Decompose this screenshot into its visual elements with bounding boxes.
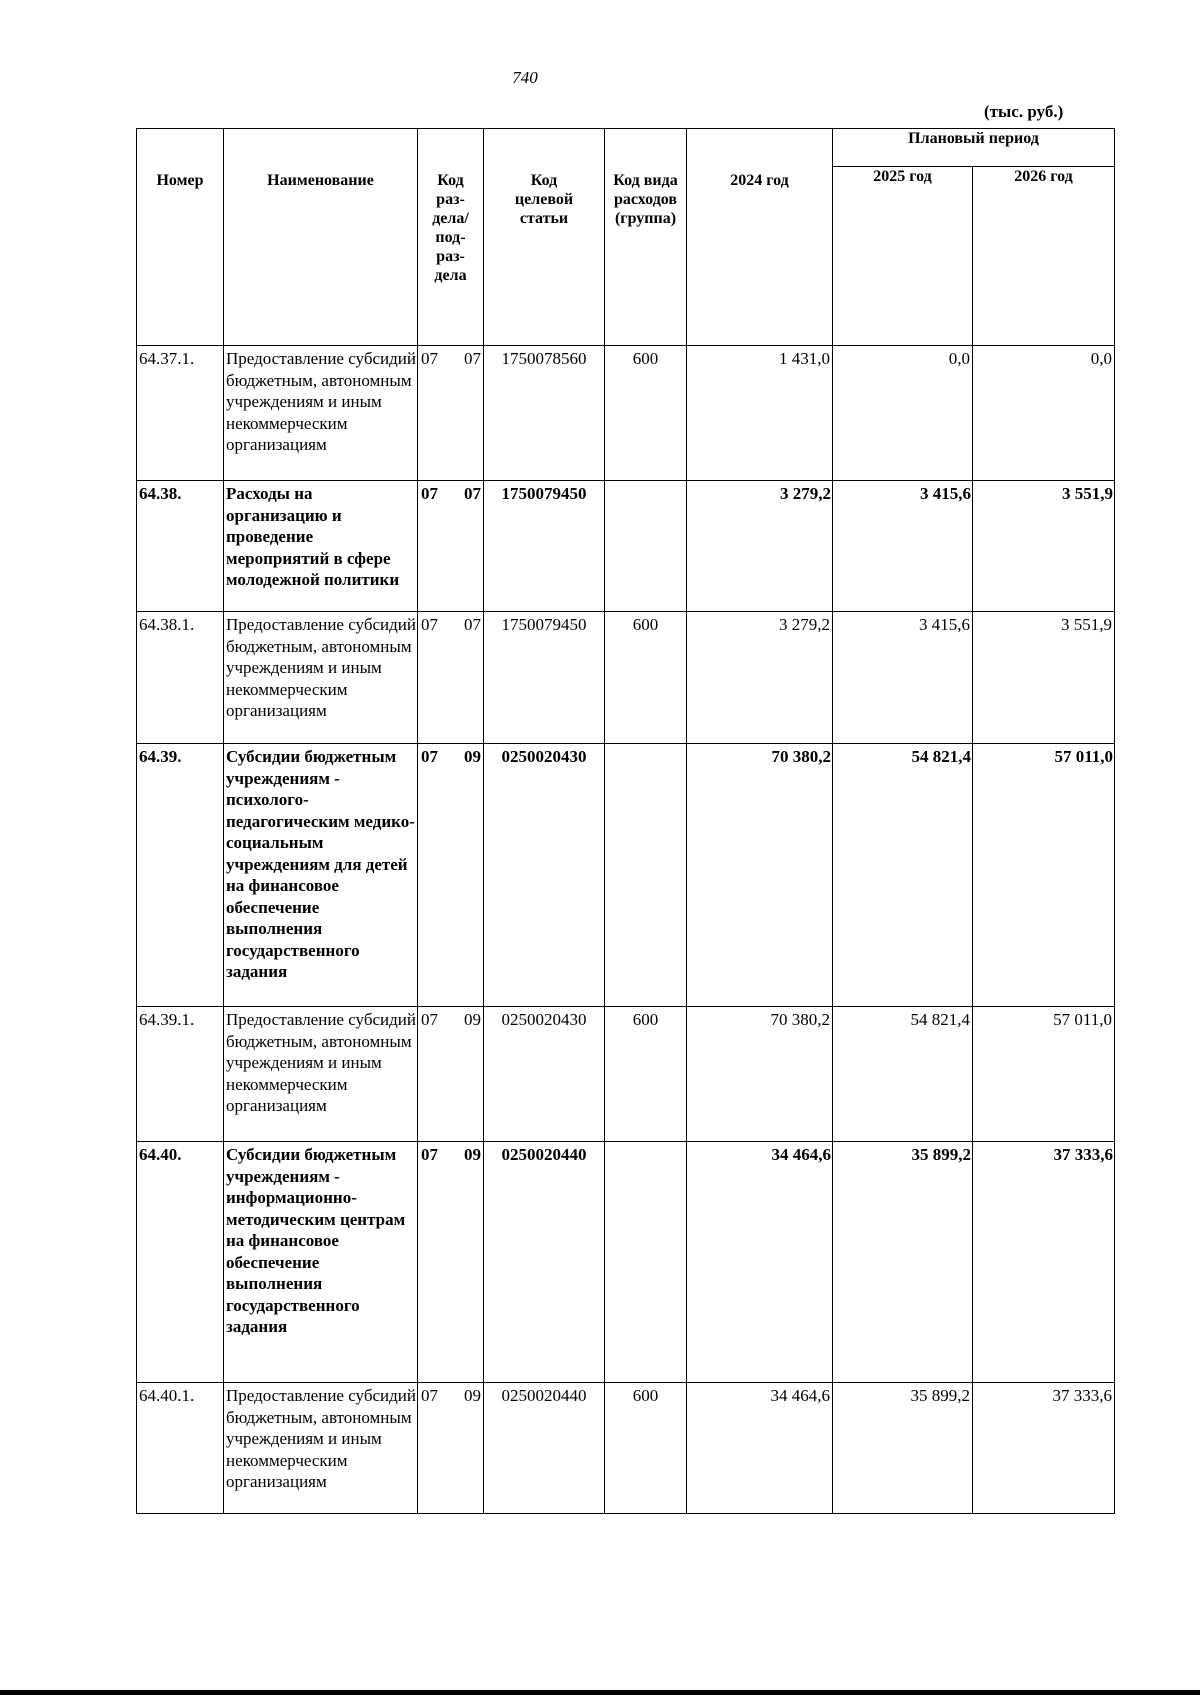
row-section-code [418,1142,484,1383]
row-2025: 35 899,2 [833,1142,973,1383]
row-2025: 3 415,6 [833,612,973,744]
row-rz: 07 [421,615,438,634]
row-name: Расходы на организацию и проведение мероприятий в сфере молодежной политики [224,481,418,612]
page-bottom-border [0,1690,1200,1695]
row-name: Предоставление субсидий бюджетным, автономным учреждениям и иным некоммерческим организациям [224,1007,418,1142]
row-target-code: 0250020430 [484,744,605,1007]
row-2026: 0,0 [973,346,1115,481]
table-row [137,612,1115,744]
row-section-code [418,744,484,1007]
row-number: 64.40. [137,1142,224,1383]
header-section-text: Код раз-дела/ под-раз-дела [432,172,469,284]
row-section-code [418,1383,484,1514]
row-section-code [418,1007,484,1142]
header-planned-period: Плановый период [833,129,1115,167]
row-2024: 3 279,2 [687,481,833,612]
row-target-code: 0250020440 [484,1383,605,1514]
row-expense-type: 600 [605,612,687,744]
row-name: Предоставление субсидий бюджетным, автономным учреждениям и иным некоммерческим организациям [224,612,418,744]
row-pr: 07 [464,484,481,503]
row-pr: 09 [464,1386,481,1405]
row-2026: 57 011,0 [973,744,1115,1007]
row-expense-type [605,1142,687,1383]
row-target-code: 1750079450 [484,481,605,612]
budget-table [136,128,1115,1514]
row-pr: 09 [464,1145,481,1164]
row-2026: 3 551,9 [973,612,1115,744]
row-number: 64.37.1. [137,346,224,481]
row-expense-type: 600 [605,1383,687,1514]
row-2024: 34 464,6 [687,1383,833,1514]
header-expense-type: Код вида расходов (группа) [605,129,687,346]
row-name: Субсидии бюджетным учреждениям - информационно-методическим центрам на финансовое обеспечение выполнения государственного задания [224,1142,418,1383]
row-target-code: 0250020430 [484,1007,605,1142]
row-expense-type: 600 [605,1007,687,1142]
header-2025: 2025 год [833,167,973,346]
table-row [137,481,1115,612]
row-number: 64.38.1. [137,612,224,744]
row-2026: 37 333,6 [973,1383,1115,1514]
units-label: (тыс. руб.) [984,102,1064,121]
row-pr: 07 [464,615,481,634]
row-section-code [418,346,484,481]
row-rz: 07 [421,349,438,368]
header-target-text: Код целевой статьи [514,172,574,227]
table-row [137,1142,1115,1383]
row-target-code: 1750079450 [484,612,605,744]
header-2024: 2024 год [687,129,833,346]
row-2026: 3 551,9 [973,481,1115,612]
table-row [137,346,1115,481]
row-rz: 07 [421,747,438,766]
row-2025: 3 415,6 [833,481,973,612]
row-2024: 3 279,2 [687,612,833,744]
row-number: 64.40.1. [137,1383,224,1514]
header-section [418,129,484,346]
row-pr: 09 [464,747,481,766]
table-row [137,1383,1115,1514]
row-number: 64.39. [137,744,224,1007]
row-2025: 54 821,4 [833,744,973,1007]
header-name: Наименование [224,129,418,346]
row-name: Предоставление субсидий бюджетным, автономным учреждениям и иным некоммерческим организациям [224,346,418,481]
row-section-code [418,481,484,612]
row-2025: 54 821,4 [833,1007,973,1142]
header-target [484,129,605,346]
row-name: Субсидии бюджетным учреждениям - психолого-педагогическим медико-социальным учреждениям для детей на финансовое обеспечение выполнения государственного задания [224,744,418,1007]
header-2026: 2026 год [973,167,1115,346]
row-2025: 0,0 [833,346,973,481]
row-rz: 07 [421,484,438,503]
row-2026: 37 333,6 [973,1142,1115,1383]
row-rz: 07 [421,1010,438,1029]
table-row [137,1007,1115,1142]
row-name: Предоставление субсидий бюджетным, автономным учреждениям и иным некоммерческим организациям [224,1383,418,1514]
table-row [137,744,1115,1007]
row-rz: 07 [421,1386,438,1405]
row-expense-type [605,481,687,612]
row-number: 64.39.1. [137,1007,224,1142]
row-number: 64.38. [137,481,224,612]
row-pr: 09 [464,1010,481,1029]
row-2024: 34 464,6 [687,1142,833,1383]
row-section-code [418,612,484,744]
row-expense-type: 600 [605,346,687,481]
row-target-code: 0250020440 [484,1142,605,1383]
row-2024: 70 380,2 [687,1007,833,1142]
header-number: Номер [137,129,224,346]
row-2025: 35 899,2 [833,1383,973,1514]
row-2024: 70 380,2 [687,744,833,1007]
row-target-code: 1750078560 [484,346,605,481]
row-pr: 07 [464,349,481,368]
row-2026: 57 011,0 [973,1007,1115,1142]
row-expense-type [605,744,687,1007]
row-2024: 1 431,0 [687,346,833,481]
page-number: 740 [512,68,538,87]
row-rz: 07 [421,1145,438,1164]
